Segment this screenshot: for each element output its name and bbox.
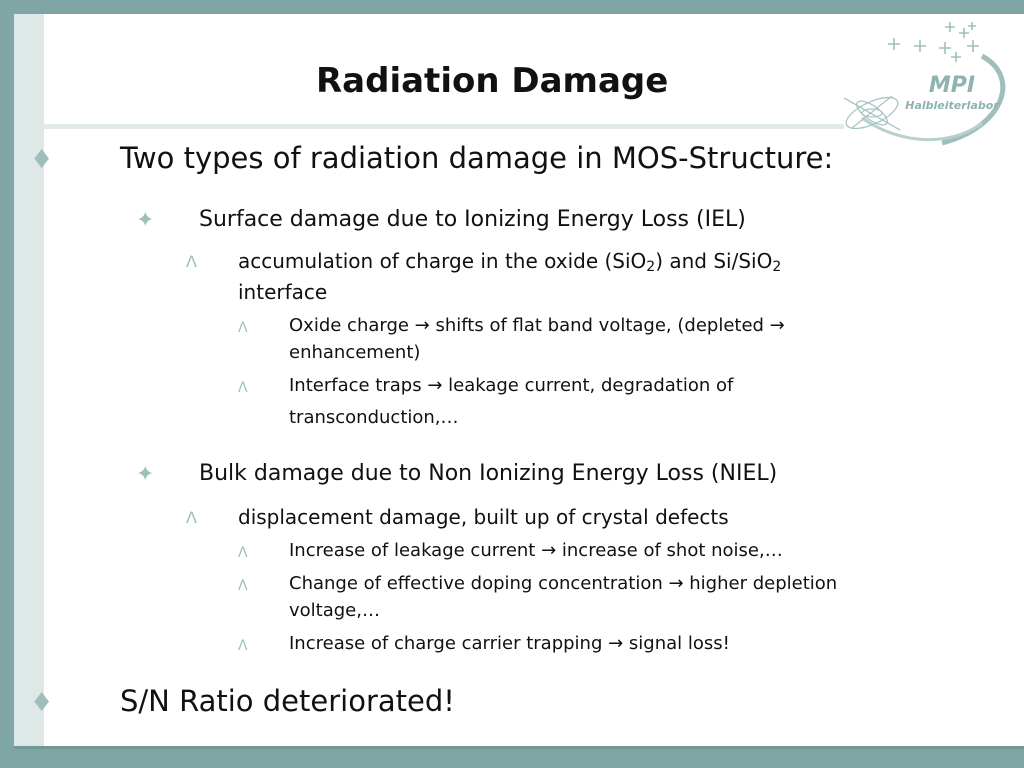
slide-title: Radiation Damage <box>316 61 669 101</box>
lambda-icon: Λ <box>186 508 197 527</box>
galaxy-icon <box>842 91 902 135</box>
point-two-types: Two types of radiation damage in MOS-Structure: <box>120 141 834 175</box>
bulk-damage-heading: Bulk damage due to Non Ionizing Energy Loss (NIEL) <box>199 461 778 486</box>
title-divider <box>44 124 844 129</box>
logo-subtitle: Halbleiterlabor <box>905 99 999 112</box>
left-accent-band <box>14 14 44 748</box>
bulk-item-line2: voltage,… <box>289 600 380 621</box>
stars-icon <box>888 22 979 62</box>
four-point-star-icon: ✦ <box>136 462 155 487</box>
surface-damage-heading: Surface damage due to Ionizing Energy Loss (IEL) <box>199 207 746 232</box>
bulk-item-line1: Increase of leakage current → increase of shot noise,… <box>289 540 783 561</box>
mpi-logo <box>832 18 1018 154</box>
lambda-icon: Λ <box>238 380 248 396</box>
lambda-icon: Λ <box>238 545 248 561</box>
interface-traps-line2: transconduction,… <box>289 407 459 428</box>
point-sn-ratio: S/N Ratio deteriorated! <box>120 684 455 718</box>
interface-traps-line1: Interface traps → leakage current, degradation of <box>289 375 734 396</box>
lambda-icon: Λ <box>186 252 197 271</box>
oxide-charge-line1: Oxide charge → shifts of flat band voltage, (depleted → <box>289 315 785 336</box>
lambda-icon: Λ <box>238 320 248 336</box>
oxide-charge-line2: enhancement) <box>289 342 421 363</box>
diamond-icon: ♦ <box>30 145 54 175</box>
lambda-icon: Λ <box>238 578 248 594</box>
displacement-line: displacement damage, built up of crystal defects <box>238 505 729 529</box>
bulk-item-line1: Change of effective doping concentration → higher depletion <box>289 573 838 594</box>
bottom-divider <box>14 746 1024 749</box>
four-point-star-icon: ✦ <box>136 208 155 233</box>
accumulation-line1: accumulation of charge in the oxide (SiO$_2$) and Si/SiO$_2$ <box>238 249 782 275</box>
bulk-item-line1: Increase of charge carrier trapping → signal loss! <box>289 633 730 654</box>
logo-name: MPI <box>928 73 976 98</box>
diamond-icon: ♦ <box>30 688 54 718</box>
accumulation-line2: interface <box>238 280 328 304</box>
lambda-icon: Λ <box>238 638 248 654</box>
